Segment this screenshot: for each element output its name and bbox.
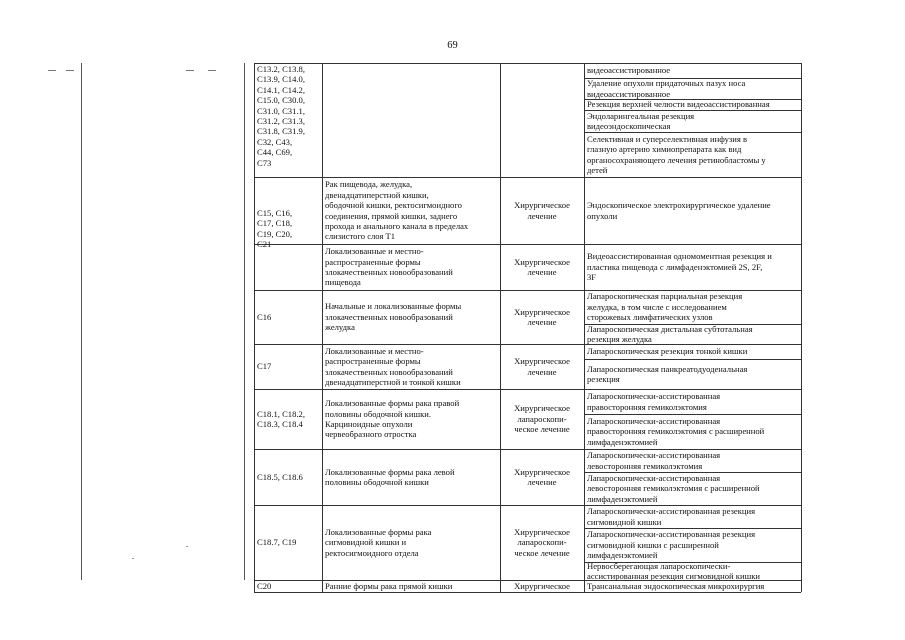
- icd-code-cell: [257, 64, 319, 176]
- method-text: Резекция верхней челюсти видеоассистированная: [587, 99, 770, 110]
- method-cell: [587, 580, 798, 592]
- diagnosis-cell: [325, 177, 497, 244]
- treatment-type-cell: [503, 177, 581, 244]
- method-text: Эндоскопическое электрохирургическое удаление опухоли: [587, 200, 771, 221]
- diagnosis-cell: [325, 244, 497, 290]
- column-line: [500, 63, 501, 592]
- method-cell: [587, 78, 798, 99]
- treatment-type-cell: [503, 580, 581, 592]
- method-cell: [587, 449, 798, 472]
- treatment-type-cell: [503, 344, 581, 389]
- treatment-type-text: Хирургическое: [514, 580, 570, 591]
- treatment-type-text: Хирургическое лечение: [514, 356, 570, 377]
- treatment-type-text: Хирургическое лечение: [514, 200, 570, 221]
- icd-code-cell: [257, 389, 319, 449]
- diagnosis-text: Ранние формы рака прямой кишки: [325, 580, 453, 591]
- diagnosis-text: Локализованные и местно- распространенные формы злокачественных новообразований двенадцатиперстной и тонкой кишки: [325, 345, 461, 387]
- method-text: видеоассистированное: [587, 65, 671, 76]
- method-text: Лапароскопически-ассистированная резекция сигмовидной кишки с расширенной лимфаденэктомией: [587, 529, 756, 561]
- diagnosis-text: Начальные и локализованные формы злокачественных новообразований желудка: [325, 301, 462, 333]
- treatment-type-text: Хирургическое лапароскопи- ческое лечение: [514, 403, 570, 435]
- icd-code-cell: [257, 580, 319, 592]
- column-line: [254, 63, 255, 592]
- method-cell: [587, 324, 798, 344]
- icd-code-text: C18.5, C18.6: [257, 471, 303, 482]
- diagnosis-cell: [325, 290, 497, 344]
- method-cell: [587, 290, 798, 324]
- column-line: [322, 63, 323, 592]
- treatment-type-cell: [503, 244, 581, 290]
- method-text: Эндоларингеальная резекция видеоэндоскопическая: [587, 110, 695, 131]
- method-text: Лапароскопическая резекция тонкой кишки: [587, 346, 748, 357]
- icd-code-cell: [257, 244, 319, 290]
- method-cell: [587, 359, 798, 389]
- row-line: [254, 592, 801, 593]
- method-cell: [587, 244, 798, 290]
- icd-code-cell: [257, 344, 319, 389]
- method-text: Лапароскопическая дистальная субтотальная резекция желудка: [587, 324, 753, 344]
- method-text: Селективная и суперселективная инфузия в глазную артерию химиопрепарата как вид органосохраняющего лечения ретинобластомы у детей: [587, 133, 766, 175]
- method-cell: [587, 344, 798, 359]
- outer-column-line: [244, 63, 245, 580]
- treatment-type-text: Хирургическое лечение: [514, 466, 570, 487]
- icd-code-cell: [257, 449, 319, 505]
- diagnosis-cell: [325, 344, 497, 389]
- treatment-type-cell: [503, 389, 581, 449]
- icd-code-text: C17: [257, 361, 272, 372]
- diagnosis-cell: [325, 580, 497, 592]
- icd-code-text: C16: [257, 311, 272, 322]
- diagnosis-cell: [325, 505, 497, 580]
- method-text: Лапароскопическая панкреатодуоденальная резекция: [587, 363, 748, 384]
- method-text: Лапароскопическая парциальная резекция желудка, в том числе с исследованием сторожевых лимфатических узлов: [587, 291, 743, 323]
- method-text: Нервосберегающая лапароскопически- ассистированная резекция сигмовидной кишки: [587, 562, 760, 580]
- treatment-type-cell: [503, 449, 581, 505]
- treatment-type-text: Хирургическое лечение: [514, 306, 570, 327]
- method-cell: [587, 414, 798, 449]
- method-cell: [587, 110, 798, 132]
- margin-mark: [132, 558, 134, 559]
- margin-mark: [186, 70, 194, 71]
- treatment-type-cell: [503, 505, 581, 580]
- treatment-type-cell: [503, 63, 581, 177]
- icd-code-text: C13.2, C13.8, C13.9, C14.0, C14.1, C14.2, C15.0, C30.0, C31.0, C31.1, C31.2, C31.3, C31.8, C31.9, C32, C43, C44, C69, C73: [257, 64, 305, 168]
- method-text: Лапароскопически-ассистированная правосторонняя гемиколэктомия: [587, 391, 721, 412]
- method-text: Трансанальная эндоскопическая микрохирургия: [587, 580, 765, 591]
- diagnosis-cell: [325, 449, 497, 505]
- margin-mark: [66, 70, 74, 71]
- treatment-type-text: Хирургическое лечение: [514, 256, 570, 277]
- margin-mark: [208, 70, 216, 71]
- method-text: Лапароскопически-ассистированная левосторонняя гемиколэктомия: [587, 450, 721, 471]
- diagnosis-text: Локализованные формы рака сигмовидной кишки и ректосигмоидного отдела: [325, 526, 432, 558]
- column-line: [584, 63, 585, 592]
- method-cell: [587, 177, 798, 244]
- icd-code-text: C15, C16, C17, C18, C19, C20, C21: [257, 208, 293, 250]
- outer-column-line: [81, 63, 82, 580]
- method-cell: [587, 389, 798, 414]
- method-cell: [587, 99, 798, 110]
- method-text: Лапароскопически-ассистированная правосторонняя гемиколэктомия с расширенной лимфаденэктомией: [587, 415, 765, 447]
- method-cell: [587, 63, 798, 78]
- method-cell: [587, 132, 798, 177]
- margin-mark: [48, 70, 56, 71]
- column-line: [801, 63, 802, 592]
- method-text: Лапароскопически-ассистированная левосторонняя гемиколэктомия с расширенной лимфаденэктомией: [587, 472, 760, 504]
- diagnosis-cell: [325, 63, 497, 177]
- method-text: Удаление опухоли придаточных пазух носа видеоассистированное: [587, 78, 746, 99]
- treatment-type-cell: [503, 290, 581, 344]
- icd-code-cell: [257, 290, 319, 344]
- method-text: Видеоассистированная одномоментная резекция и пластика пищевода с лимфаденэктомией 2S, 2F, 3F: [587, 251, 772, 283]
- treatment-type-text: Хирургическое лапароскопи- ческое лечение: [514, 526, 570, 558]
- icd-code-text: C18.1, C18.2, C18.3, C18.4: [257, 408, 305, 429]
- diagnosis-text: Локализованные формы рака правой половины ободочной кишки. Карциноидные опухоли червеобразного отростка: [325, 398, 460, 440]
- method-cell: [587, 562, 798, 580]
- diagnosis-text: Локализованные формы рака левой половины ободочной кишки: [325, 466, 455, 487]
- method-text: Лапароскопически-ассистированная резекция сигмовидной кишки: [587, 506, 756, 527]
- method-cell: [587, 528, 798, 562]
- diagnosis-cell: [325, 389, 497, 449]
- diagnosis-text: Локализованные и местно- распространенные формы злокачественных новообразований пищевода: [325, 246, 453, 288]
- margin-mark: [186, 546, 188, 547]
- diagnosis-text: Рак пищевода, желудка, двенадцатиперстной кишки, ободочной кишки, ректосигмоидного соединения, прямой кишки, заднего прохода и анального канала в пределах слизистого слоя T1: [325, 179, 469, 242]
- method-cell: [587, 505, 798, 528]
- method-cell: [587, 472, 798, 505]
- icd-code-text: C20: [257, 580, 272, 591]
- icd-code-cell: [257, 505, 319, 580]
- icd-code-text: C18.7, C19: [257, 537, 297, 548]
- page-number: 69: [447, 40, 458, 51]
